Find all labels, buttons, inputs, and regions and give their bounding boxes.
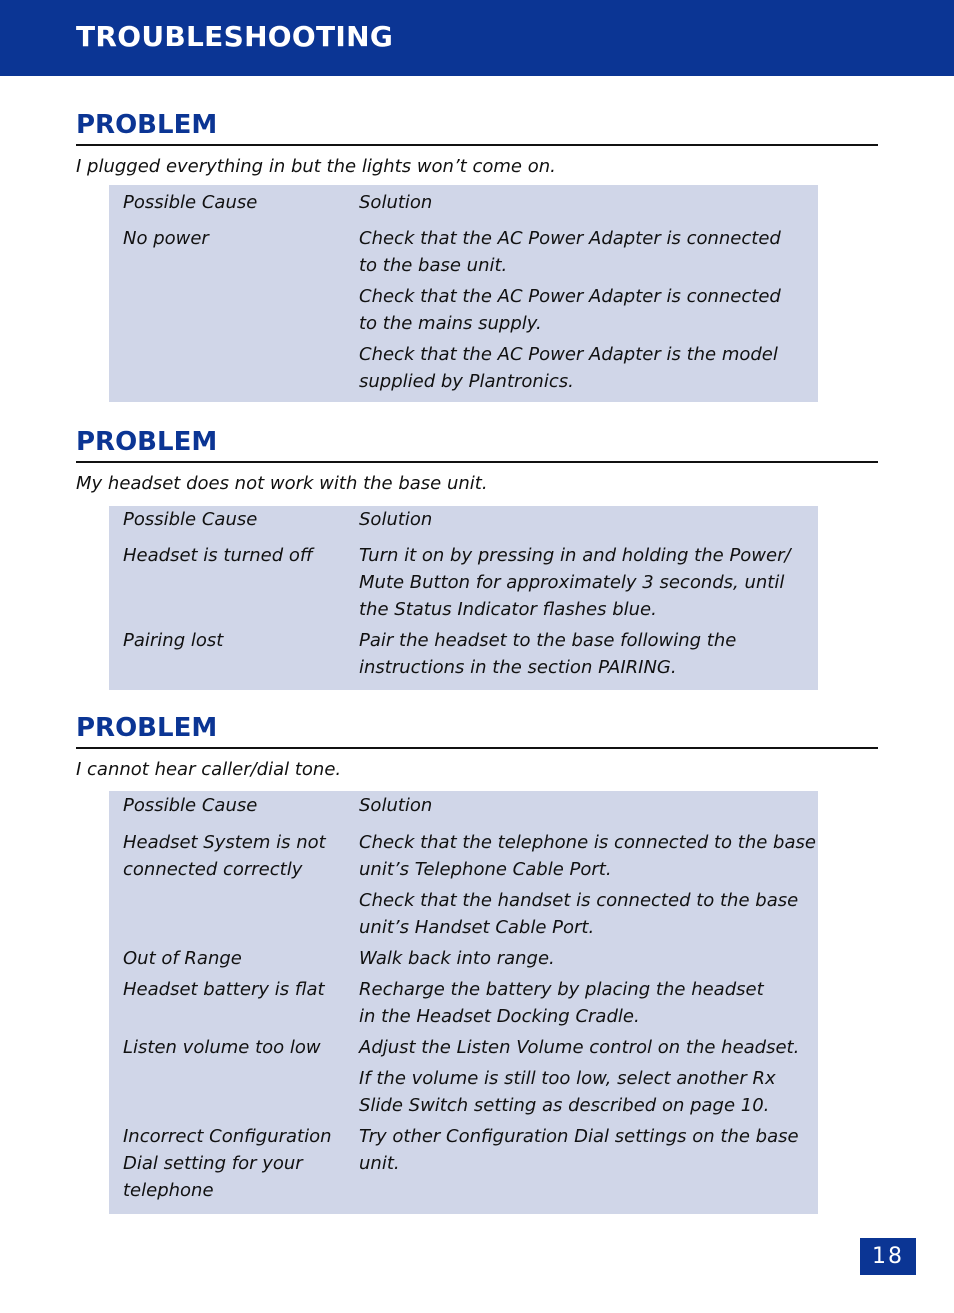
solution-cell: Turn it on by pressing in and holding the Power/ Mute Button for approximately 3 seconds, until the Status Indicator flashes blue. xyxy=(359,545,791,620)
solution-header: Solution xyxy=(359,192,433,213)
solution-cell: Walk back into range. xyxy=(359,948,555,969)
solution-cell: Check that the handset is connected to the base unit’s Handset Cable Port. xyxy=(359,890,799,938)
page-title: TROUBLESHOOTING xyxy=(76,20,394,53)
solution-header: Solution xyxy=(359,795,433,816)
problem-description-1: I plugged everything in but the lights won’t come on. xyxy=(76,156,556,177)
solution-cell: Check that the AC Power Adapter is the model supplied by Plantronics. xyxy=(359,344,778,392)
cause-header: Possible Cause xyxy=(123,192,258,213)
cause-cell: Pairing lost xyxy=(123,630,224,651)
cause-cell: No power xyxy=(123,228,209,249)
solution-cell: If the volume is still too low, select another Rx Slide Switch setting as described on page 10. xyxy=(359,1068,776,1116)
cause-header: Possible Cause xyxy=(123,509,258,530)
problem-heading-2: PROBLEM xyxy=(76,427,878,463)
page-header xyxy=(0,0,954,76)
cause-cell: Headset System is not connected correctly xyxy=(123,832,326,880)
problem-description-2: My headset does not work with the base unit. xyxy=(76,473,488,494)
cause-cell: Headset is turned off xyxy=(123,545,313,566)
cause-cell: Out of Range xyxy=(123,948,242,969)
troubleshooting-table-3 xyxy=(109,791,818,1214)
cause-cell: Listen volume too low xyxy=(123,1037,321,1058)
problem-description-3: I cannot hear caller/dial tone. xyxy=(76,759,342,780)
cause-cell: Headset battery is flat xyxy=(123,979,325,1000)
cause-header: Possible Cause xyxy=(123,795,258,816)
troubleshooting-table-1 xyxy=(109,185,818,402)
solution-cell: Try other Configuration Dial settings on the base unit. xyxy=(359,1126,799,1174)
solution-header: Solution xyxy=(359,509,433,530)
problem-heading-3: PROBLEM xyxy=(76,713,878,749)
solution-cell: Check that the AC Power Adapter is connected to the base unit. xyxy=(359,228,781,276)
page-number: 18 xyxy=(860,1238,916,1275)
problem-heading-1: PROBLEM xyxy=(76,110,878,146)
solution-cell: Pair the headset to the base following the instructions in the section PAIRING. xyxy=(359,630,737,678)
solution-cell: Recharge the battery by placing the headset in the Headset Docking Cradle. xyxy=(359,979,764,1027)
solution-cell: Check that the telephone is connected to the base unit’s Telephone Cable Port. xyxy=(359,832,816,880)
troubleshooting-table-2 xyxy=(109,506,818,690)
cause-cell: Incorrect Configuration Dial setting for your telephone xyxy=(123,1126,332,1201)
solution-cell: Adjust the Listen Volume control on the headset. xyxy=(359,1037,800,1058)
solution-cell: Check that the AC Power Adapter is connected to the mains supply. xyxy=(359,286,781,334)
